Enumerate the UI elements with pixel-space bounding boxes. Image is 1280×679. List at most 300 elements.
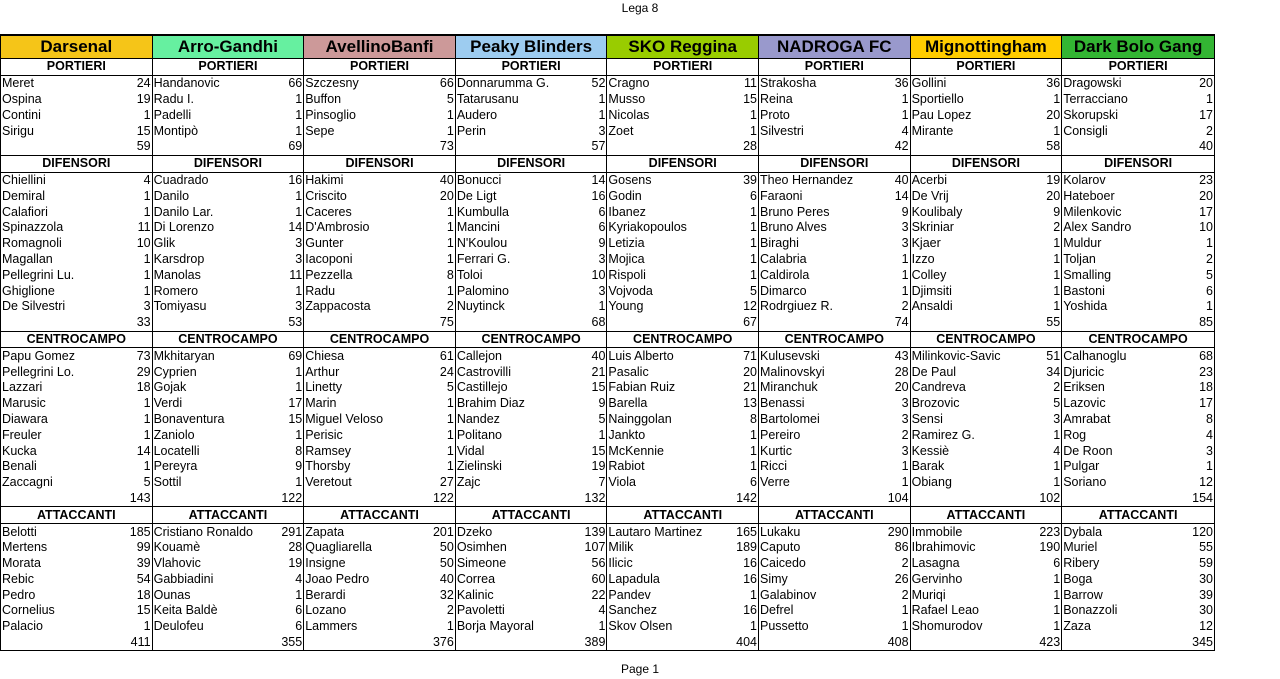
player-name: Diawara — [1, 412, 127, 428]
player-value: 1 — [1036, 427, 1062, 443]
player-row — [1, 572, 1215, 588]
player-name: Pedro — [1, 587, 127, 603]
player-name: Colley — [910, 267, 1036, 283]
player-name: Vlahovic — [152, 556, 278, 572]
section-total: 122 — [152, 491, 304, 507]
player-value: 8 — [732, 412, 758, 428]
player-name: Tatarusanu — [455, 92, 581, 108]
player-value: 8 — [429, 267, 455, 283]
section-label: DIFENSORI — [1062, 155, 1215, 172]
player-name: Caicedo — [759, 556, 885, 572]
player-name: Caputo — [759, 540, 885, 556]
player-value: 36 — [884, 75, 910, 91]
player-name: De Roon — [1062, 443, 1188, 459]
player-name: Young — [607, 299, 733, 315]
player-value: 52 — [581, 75, 607, 91]
player-name: Sepe — [304, 123, 430, 139]
player-name: Zappacosta — [304, 299, 430, 315]
player-name: Pereyra — [152, 459, 278, 475]
player-name: Szczesny — [304, 75, 430, 91]
player-value: 28 — [884, 364, 910, 380]
player-name: Kurtic — [759, 443, 885, 459]
player-name: Dybala — [1062, 524, 1188, 540]
player-name: Demiral — [1, 188, 127, 204]
player-name: Danilo — [152, 188, 278, 204]
player-name: Benassi — [759, 396, 885, 412]
player-name: Palacio — [1, 619, 127, 635]
player-name: Simeone — [455, 556, 581, 572]
section-total: 102 — [910, 491, 1062, 507]
player-row — [1, 107, 1215, 123]
player-name: Obiang — [910, 475, 1036, 491]
player-value: 4 — [1036, 443, 1062, 459]
player-name: Marin — [304, 396, 430, 412]
player-value: 61 — [429, 348, 455, 364]
player-name: Kumbulla — [455, 204, 581, 220]
player-name: Hateboer — [1062, 188, 1188, 204]
player-name: Mirante — [910, 123, 1036, 139]
player-name: Terracciano — [1062, 92, 1188, 108]
player-value: 2 — [884, 427, 910, 443]
player-value: 1 — [278, 204, 304, 220]
section-label: CENTROCAMPO — [152, 331, 304, 348]
player-value: 8 — [1187, 412, 1214, 428]
player-row — [1, 220, 1215, 236]
player-value: 4 — [278, 572, 304, 588]
player-value: 39 — [1187, 587, 1214, 603]
section-total: 55 — [910, 315, 1062, 331]
player-name: Silvestri — [759, 123, 885, 139]
player-row — [1, 236, 1215, 252]
player-name: Pereiro — [759, 427, 885, 443]
player-name: Toloi — [455, 267, 581, 283]
section-label: DIFENSORI — [455, 155, 607, 172]
player-value: 1 — [278, 188, 304, 204]
player-value: 6 — [581, 220, 607, 236]
player-name: Sirigu — [1, 123, 127, 139]
player-name: Karsdrop — [152, 252, 278, 268]
player-name: Milinkovic-Savic — [910, 348, 1036, 364]
player-name: Arthur — [304, 364, 430, 380]
player-name: De Paul — [910, 364, 1036, 380]
section-total: 68 — [455, 315, 607, 331]
player-value: 1 — [278, 123, 304, 139]
player-value: 3 — [884, 236, 910, 252]
player-name: Kjaer — [910, 236, 1036, 252]
player-name: Belotti — [1, 524, 127, 540]
player-value: 4 — [884, 123, 910, 139]
player-value: 1 — [884, 619, 910, 635]
player-value: 59 — [1187, 556, 1214, 572]
player-name: Muriqi — [910, 587, 1036, 603]
section-header-row — [1, 507, 1215, 524]
section-total: 142 — [607, 491, 759, 507]
player-value: 1 — [1036, 252, 1062, 268]
player-name: Milik — [607, 540, 733, 556]
player-name: Consigli — [1062, 123, 1188, 139]
player-name: Skorupski — [1062, 107, 1188, 123]
player-name: Sportiello — [910, 92, 1036, 108]
player-value: 11 — [278, 267, 304, 283]
player-value: 86 — [884, 540, 910, 556]
player-value: 1 — [429, 204, 455, 220]
player-name: Pellegrini Lo. — [1, 364, 127, 380]
player-value: 17 — [1187, 204, 1214, 220]
player-name: Skriniar — [910, 220, 1036, 236]
player-value: 1 — [429, 459, 455, 475]
player-name: Lazzari — [1, 380, 127, 396]
section-label: ATTACCANTI — [759, 507, 911, 524]
player-value: 1 — [429, 220, 455, 236]
player-name: Immobile — [910, 524, 1036, 540]
player-value: 185 — [126, 524, 152, 540]
player-name: Calhanoglu — [1062, 348, 1188, 364]
player-value: 20 — [429, 188, 455, 204]
player-value: 2 — [429, 299, 455, 315]
player-row — [1, 587, 1215, 603]
player-name: Gosens — [607, 172, 733, 188]
player-value: 9 — [581, 236, 607, 252]
section-label: CENTROCAMPO — [759, 331, 911, 348]
team-name: Dark Bolo Gang — [1062, 35, 1215, 59]
section-total: 59 — [1, 139, 153, 155]
team-name: SKO Reggina — [607, 35, 759, 59]
player-value: 107 — [581, 540, 607, 556]
team-header-row — [1, 35, 1215, 59]
player-name: Hakimi — [304, 172, 430, 188]
player-name: Borja Mayoral — [455, 619, 581, 635]
player-row — [1, 172, 1215, 188]
player-name: Radu — [304, 283, 430, 299]
section-label: PORTIERI — [607, 59, 759, 76]
section-header-row — [1, 155, 1215, 172]
player-value: 15 — [581, 380, 607, 396]
player-row — [1, 380, 1215, 396]
section-label: ATTACCANTI — [304, 507, 456, 524]
player-value: 1 — [581, 619, 607, 635]
player-value: 139 — [581, 524, 607, 540]
player-name: Fabian Ruiz — [607, 380, 733, 396]
player-name: Brozovic — [910, 396, 1036, 412]
player-name: Ounas — [152, 587, 278, 603]
player-value: 1 — [1036, 299, 1062, 315]
section-total: 75 — [304, 315, 456, 331]
player-value: 24 — [429, 364, 455, 380]
player-name: Acerbi — [910, 172, 1036, 188]
player-value: 6 — [732, 188, 758, 204]
player-value: 1 — [429, 619, 455, 635]
player-name: Rabiot — [607, 459, 733, 475]
player-name: Smalling — [1062, 267, 1188, 283]
player-name: Handanovic — [152, 75, 278, 91]
player-name: Politano — [455, 427, 581, 443]
section-total: 33 — [1, 315, 153, 331]
player-name: Skov Olsen — [607, 619, 733, 635]
player-name: Morata — [1, 556, 127, 572]
player-value: 1 — [278, 107, 304, 123]
player-name: Djuricic — [1062, 364, 1188, 380]
player-name: Zaccagni — [1, 475, 127, 491]
player-name: Izzo — [910, 252, 1036, 268]
player-value: 19 — [1036, 172, 1062, 188]
player-value: 1 — [581, 92, 607, 108]
player-value: 14 — [884, 188, 910, 204]
player-value: 3 — [884, 220, 910, 236]
player-value: 1 — [126, 396, 152, 412]
team-name: Mignottingham — [910, 35, 1062, 59]
section-total: 40 — [1062, 139, 1215, 155]
player-value: 1 — [126, 267, 152, 283]
player-name: Lukaku — [759, 524, 885, 540]
player-name: Nuytinck — [455, 299, 581, 315]
player-name: Milenkovic — [1062, 204, 1188, 220]
player-value: 1 — [429, 396, 455, 412]
player-value: 19 — [581, 459, 607, 475]
player-name: Vidal — [455, 443, 581, 459]
section-total-row — [1, 635, 1215, 651]
player-value: 3 — [278, 236, 304, 252]
section-label: ATTACCANTI — [1, 507, 153, 524]
player-name: Kucka — [1, 443, 127, 459]
player-name: Ansaldi — [910, 299, 1036, 315]
player-row — [1, 204, 1215, 220]
player-value: 1 — [278, 380, 304, 396]
player-value: 1 — [126, 204, 152, 220]
player-value: 1 — [884, 459, 910, 475]
section-total: 345 — [1062, 635, 1215, 651]
player-name: Iacoponi — [304, 252, 430, 268]
player-value: 1 — [429, 107, 455, 123]
section-total: 85 — [1062, 315, 1215, 331]
player-name: Pau Lopez — [910, 107, 1036, 123]
player-name: Verre — [759, 475, 885, 491]
player-row — [1, 603, 1215, 619]
player-value: 13 — [732, 396, 758, 412]
player-name: Lapadula — [607, 572, 733, 588]
player-value: 3 — [581, 252, 607, 268]
player-name: Di Lorenzo — [152, 220, 278, 236]
player-name: Sanchez — [607, 603, 733, 619]
player-name: Bruno Alves — [759, 220, 885, 236]
player-value: 3 — [581, 123, 607, 139]
player-name: Barak — [910, 459, 1036, 475]
player-value: 12 — [1187, 475, 1214, 491]
player-value: 4 — [126, 172, 152, 188]
player-row — [1, 75, 1215, 91]
section-total: 57 — [455, 139, 607, 155]
player-name: Kessiè — [910, 443, 1036, 459]
player-value: 1 — [429, 283, 455, 299]
player-value: 1 — [732, 443, 758, 459]
player-name: Ricci — [759, 459, 885, 475]
section-label: DIFENSORI — [910, 155, 1062, 172]
player-value: 1 — [1036, 475, 1062, 491]
player-name: Proto — [759, 107, 885, 123]
player-value: 2 — [884, 556, 910, 572]
player-name: Ghiglione — [1, 283, 127, 299]
player-name: Berardi — [304, 587, 430, 603]
player-value: 17 — [1187, 396, 1214, 412]
player-value: 1 — [1036, 587, 1062, 603]
player-value: 23 — [1187, 172, 1214, 188]
player-value: 56 — [581, 556, 607, 572]
player-value: 1 — [1187, 236, 1214, 252]
player-value: 1 — [126, 619, 152, 635]
player-name: Contini — [1, 107, 127, 123]
player-value: 15 — [126, 123, 152, 139]
player-value: 16 — [278, 172, 304, 188]
section-total: 389 — [455, 635, 607, 651]
player-value: 1 — [732, 236, 758, 252]
player-name: Sensi — [910, 412, 1036, 428]
player-value: 17 — [1187, 107, 1214, 123]
player-row — [1, 188, 1215, 204]
player-value: 1 — [884, 107, 910, 123]
player-name: Marusic — [1, 396, 127, 412]
player-value: 2 — [1187, 123, 1214, 139]
player-value: 51 — [1036, 348, 1062, 364]
player-row — [1, 459, 1215, 475]
player-name: Vojvoda — [607, 283, 733, 299]
section-label: PORTIERI — [304, 59, 456, 76]
section-total: 58 — [910, 139, 1062, 155]
player-name: Joao Pedro — [304, 572, 430, 588]
player-value: 2 — [429, 603, 455, 619]
player-value: 30 — [1187, 603, 1214, 619]
player-value: 34 — [1036, 364, 1062, 380]
player-value: 1 — [1036, 603, 1062, 619]
player-value: 14 — [126, 443, 152, 459]
section-total: 423 — [910, 635, 1062, 651]
player-row — [1, 267, 1215, 283]
player-name: Kolarov — [1062, 172, 1188, 188]
player-value: 9 — [1036, 204, 1062, 220]
player-value: 18 — [126, 380, 152, 396]
player-value: 5 — [429, 92, 455, 108]
player-value: 1 — [278, 587, 304, 603]
player-value: 23 — [1187, 364, 1214, 380]
player-name: Barella — [607, 396, 733, 412]
section-total: 73 — [304, 139, 456, 155]
player-value: 36 — [1036, 75, 1062, 91]
player-name: Ospina — [1, 92, 127, 108]
player-name: Danilo Lar. — [152, 204, 278, 220]
player-value: 1 — [1036, 123, 1062, 139]
section-label: PORTIERI — [1062, 59, 1215, 76]
player-value: 5 — [581, 412, 607, 428]
player-value: 26 — [884, 572, 910, 588]
player-row — [1, 348, 1215, 364]
player-name: Chiellini — [1, 172, 127, 188]
player-name: Koulibaly — [910, 204, 1036, 220]
player-value: 1 — [1036, 283, 1062, 299]
player-value: 3 — [1187, 443, 1214, 459]
player-value: 4 — [1187, 427, 1214, 443]
player-value: 2 — [884, 299, 910, 315]
player-name: Pezzella — [304, 267, 430, 283]
player-name: Zoet — [607, 123, 733, 139]
section-total: 28 — [607, 139, 759, 155]
player-value: 6 — [278, 603, 304, 619]
player-value: 1 — [126, 252, 152, 268]
player-value: 1 — [278, 427, 304, 443]
player-value: 291 — [278, 524, 304, 540]
player-value: 43 — [884, 348, 910, 364]
player-name: Muriel — [1062, 540, 1188, 556]
player-value: 21 — [732, 380, 758, 396]
player-name: Rebic — [1, 572, 127, 588]
player-name: Malinovskyi — [759, 364, 885, 380]
player-value: 120 — [1187, 524, 1214, 540]
section-total-row — [1, 491, 1215, 507]
player-value: 1 — [732, 220, 758, 236]
player-value: 2 — [884, 587, 910, 603]
section-total: 411 — [1, 635, 153, 651]
player-row — [1, 283, 1215, 299]
player-name: Callejon — [455, 348, 581, 364]
player-name: Theo Hernandez — [759, 172, 885, 188]
player-row — [1, 427, 1215, 443]
section-header-row — [1, 331, 1215, 348]
player-name: Pulgar — [1062, 459, 1188, 475]
player-name: Lazovic — [1062, 396, 1188, 412]
page-number: Page 1 — [620, 662, 660, 676]
section-total: 376 — [304, 635, 456, 651]
player-name: Keita Baldè — [152, 603, 278, 619]
player-value: 15 — [581, 443, 607, 459]
player-name: Musso — [607, 92, 733, 108]
player-value: 1 — [429, 427, 455, 443]
player-value: 40 — [581, 348, 607, 364]
league-table — [0, 34, 1215, 651]
player-value: 1 — [429, 443, 455, 459]
section-total: 74 — [759, 315, 911, 331]
player-value: 21 — [581, 364, 607, 380]
player-name: Boga — [1062, 572, 1188, 588]
player-name: Letizia — [607, 236, 733, 252]
player-name: Linetty — [304, 380, 430, 396]
player-value: 10 — [126, 236, 152, 252]
player-name: De Silvestri — [1, 299, 127, 315]
section-total: 42 — [759, 139, 911, 155]
player-value: 6 — [581, 204, 607, 220]
player-name: Kalinic — [455, 587, 581, 603]
player-row — [1, 396, 1215, 412]
section-total: 53 — [152, 315, 304, 331]
player-value: 1 — [429, 252, 455, 268]
player-value: 6 — [278, 619, 304, 635]
player-value: 20 — [1036, 188, 1062, 204]
player-value: 165 — [732, 524, 758, 540]
player-name: Brahim Diaz — [455, 396, 581, 412]
player-name: Correa — [455, 572, 581, 588]
player-name: Ramsey — [304, 443, 430, 459]
player-name: Shomurodov — [910, 619, 1036, 635]
player-value: 73 — [126, 348, 152, 364]
player-value: 6 — [732, 475, 758, 491]
player-value: 1 — [126, 459, 152, 475]
player-value: 39 — [732, 172, 758, 188]
player-name: Palomino — [455, 283, 581, 299]
player-name: Chiesa — [304, 348, 430, 364]
player-value: 1 — [884, 283, 910, 299]
player-row — [1, 556, 1215, 572]
player-value: 16 — [581, 188, 607, 204]
section-total: 355 — [152, 635, 304, 651]
player-name: Castrovilli — [455, 364, 581, 380]
player-name: Cristiano Ronaldo — [152, 524, 278, 540]
player-name: Cornelius — [1, 603, 127, 619]
